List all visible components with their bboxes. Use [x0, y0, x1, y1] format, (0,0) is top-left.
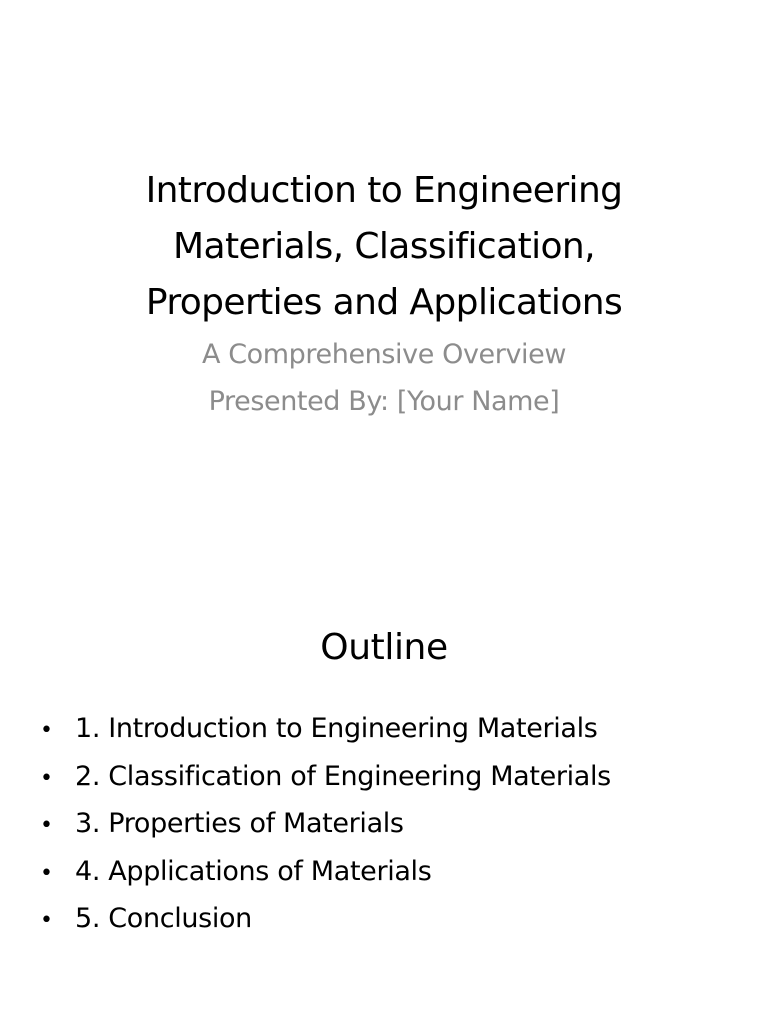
outline-item-text: 1. Introduction to Engineering Materials — [75, 713, 598, 744]
bullet-icon: • — [40, 908, 53, 933]
slide-title — [60, 163, 708, 331]
outline-item-text: 2. Classification of Engineering Materials — [75, 760, 611, 792]
subtitle-line: A Comprehensive Overview — [201, 339, 567, 370]
bullet-icon: • — [40, 813, 53, 838]
outline-item — [40, 808, 611, 856]
outline-item-text: 5. Conclusion — [75, 903, 252, 934]
bullet-icon: • — [40, 765, 53, 791]
outline-item — [40, 856, 611, 904]
title-line: Properties and Applications — [145, 282, 623, 323]
outline-list — [40, 713, 611, 951]
bullet-icon: • — [40, 718, 53, 743]
slide-subtitle — [60, 331, 708, 425]
subtitle-line: Presented By: [Your Name] — [208, 386, 560, 417]
outline-slide — [0, 512, 768, 1024]
outline-title: Outline — [320, 627, 448, 668]
outline-item — [40, 761, 611, 809]
outline-item-text: 4. Applications of Materials — [75, 855, 432, 887]
outline-item — [40, 903, 611, 951]
title-line: Introduction to Engineering — [145, 170, 623, 211]
title-line: Materials, Classification, — [173, 226, 595, 267]
outline-item-text: 3. Properties of Materials — [75, 808, 404, 839]
outline-item — [40, 713, 611, 761]
bullet-icon: • — [40, 860, 53, 886]
